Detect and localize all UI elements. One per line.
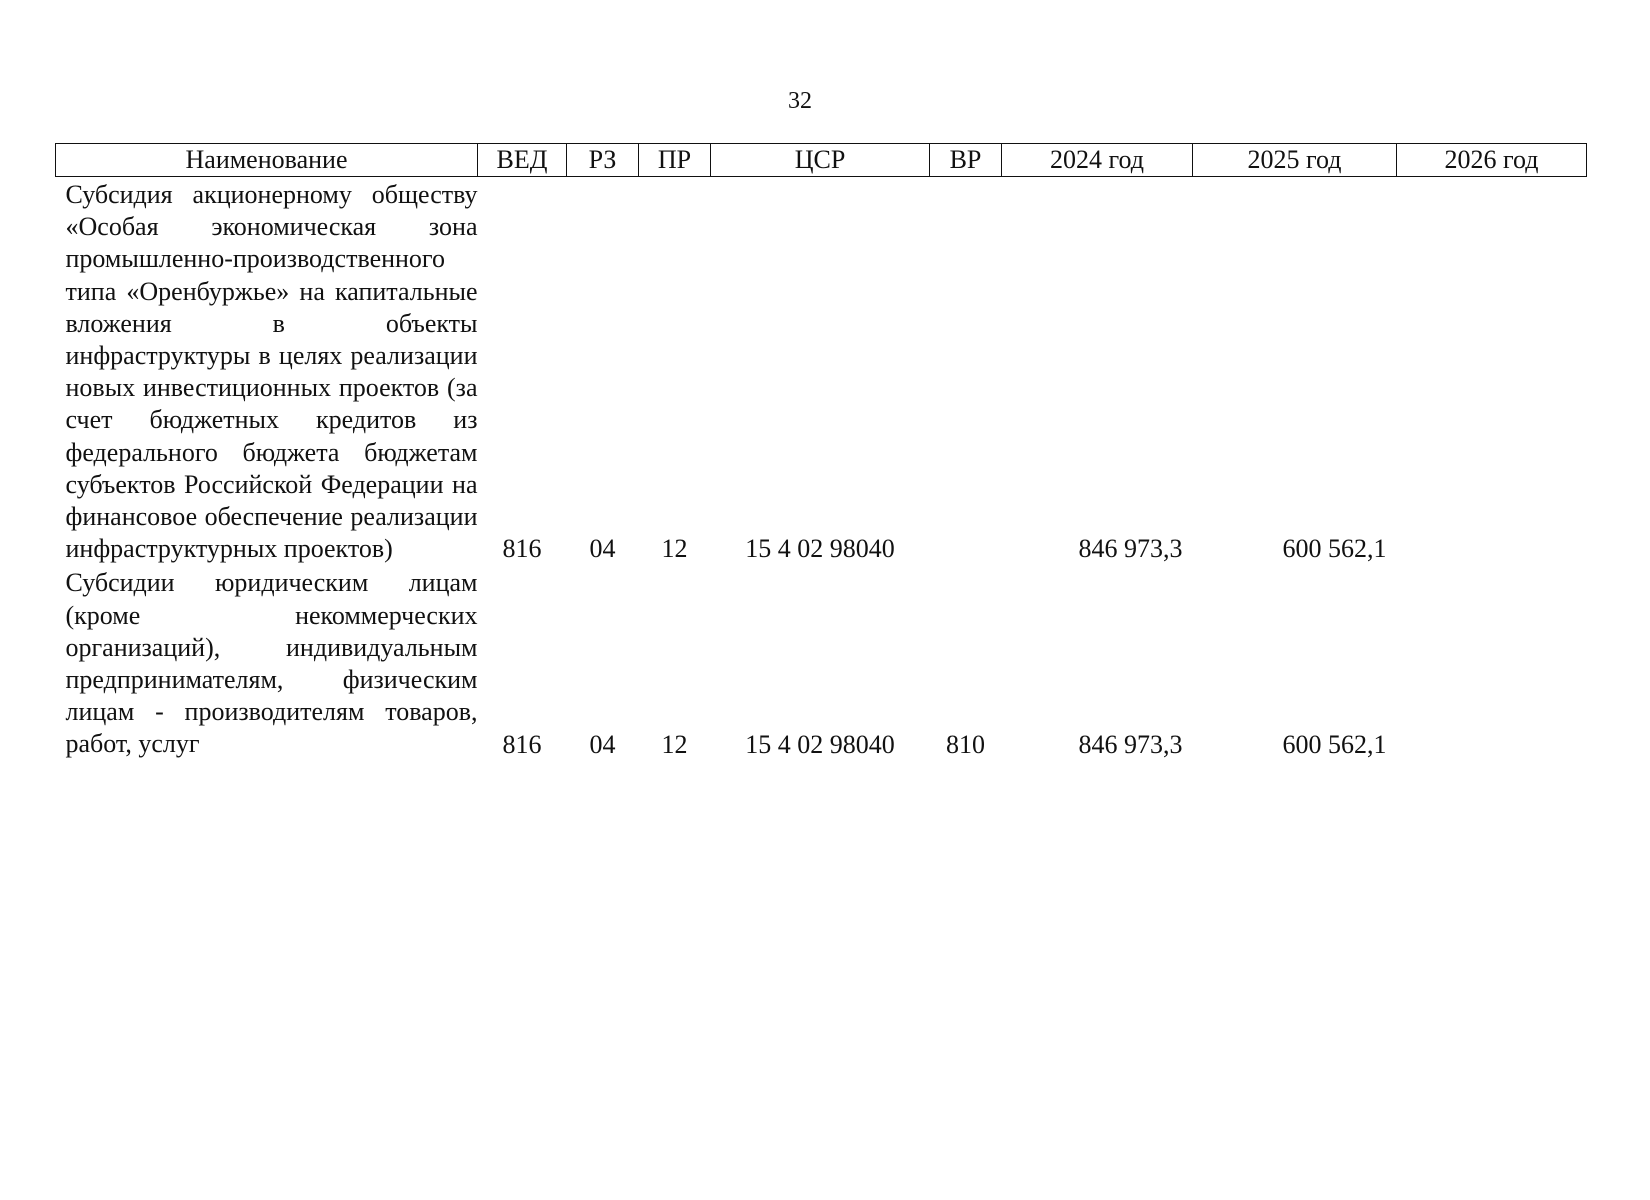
page-number: 32 — [788, 88, 812, 114]
row-2025: 600 562,1 — [1282, 534, 1387, 564]
row-csr: 15 4 02 98040 — [745, 729, 895, 759]
row-2025: 600 562,1 — [1282, 729, 1387, 759]
header-2026: 2026 год — [1397, 144, 1587, 177]
header-name: Наименование — [56, 144, 478, 177]
row-pr: 12 — [661, 729, 688, 759]
row-ved: 816 — [502, 729, 542, 759]
header-2025: 2025 год — [1193, 144, 1397, 177]
row-vr: 810 — [946, 729, 985, 759]
row-ved: 816 — [502, 534, 542, 564]
budget-table — [55, 143, 1587, 761]
header-2024: 2024 год — [1002, 144, 1193, 177]
row-csr: 15 4 02 98040 — [745, 534, 895, 564]
row-rz: 04 — [589, 534, 616, 564]
row-2026 — [1397, 565, 1587, 760]
header-rz: РЗ — [567, 144, 639, 177]
row-vr — [930, 177, 1002, 566]
header-vr: ВР — [930, 144, 1002, 177]
row-rz: 04 — [589, 729, 616, 759]
row-name: Субсидии юридическим лицам (кроме некоммерческих организаций), индивидуальным предпринимателям, физическим лицам - производителям товаров, работ, услуг — [65, 568, 478, 759]
header-pr: ПР — [639, 144, 711, 177]
header-ved: ВЕД — [478, 144, 567, 177]
row-pr: 12 — [661, 534, 688, 564]
table-row — [56, 565, 1587, 760]
row-2024: 846 973,3 — [1078, 729, 1183, 759]
table-row — [56, 177, 1587, 566]
row-2026 — [1397, 177, 1587, 566]
header-csr: ЦСР — [711, 144, 930, 177]
row-name: Субсидия акционерному обществу «Особая экономическая зона промышленно-производственного типа «Оренбуржье» на капитальные вложения в объекты инфраструктуры в целях реализации новых инвестиционных проектов (за счет бюджетных кредитов из федерального бюджета бюджетам субъектов Российской Федерации на финансовое обеспечение реализации инфраструктурных проектов) — [65, 180, 478, 564]
table-header-row — [56, 144, 1587, 177]
row-2024: 846 973,3 — [1078, 534, 1183, 564]
